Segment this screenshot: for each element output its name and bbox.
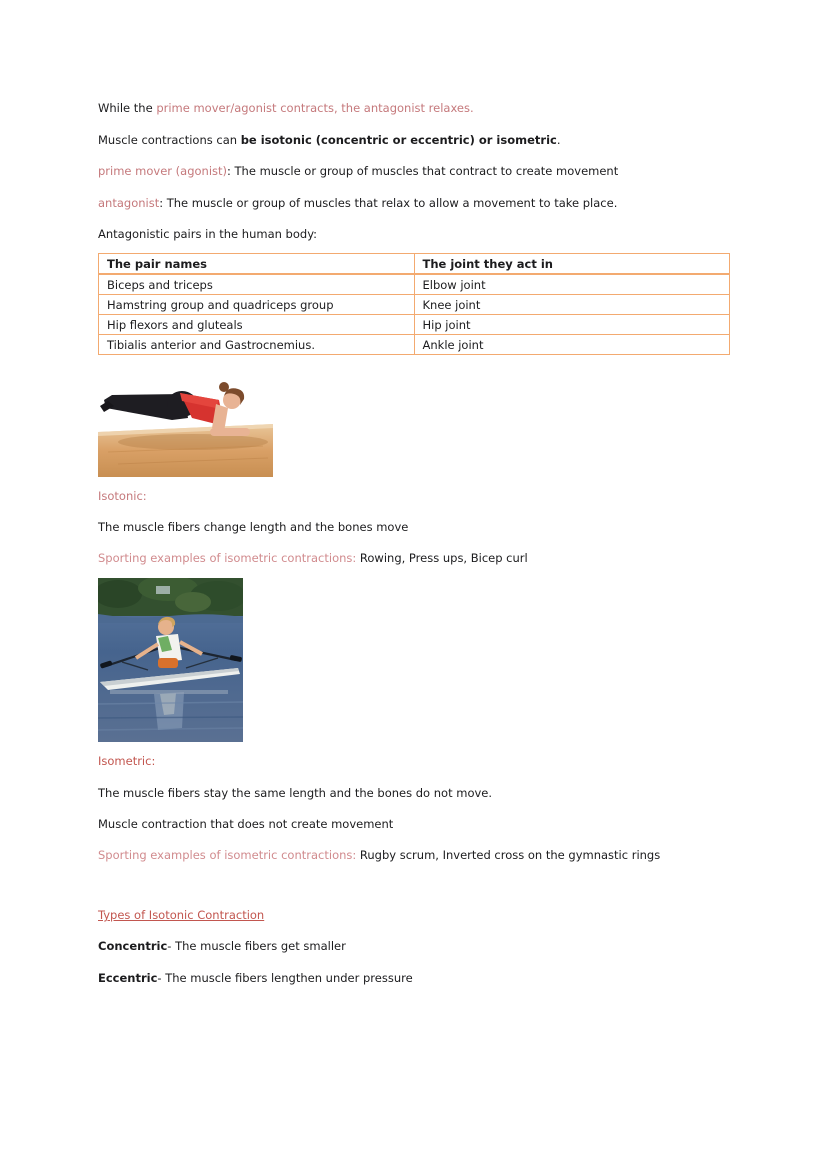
table-row	[99, 274, 730, 295]
types-of-isotonic-heading: Types of Isotonic Contraction	[98, 908, 265, 922]
concentric-definition	[98, 939, 346, 953]
term-antagonist: antagonist	[98, 196, 160, 210]
isometric-heading: Isometric:	[98, 754, 156, 768]
isotonic-examples	[98, 551, 528, 565]
term-eccentric: Eccentric	[98, 971, 158, 985]
term-prime-mover: prime mover (agonist)	[98, 164, 227, 178]
text-pink: prime mover/agonist contracts, the antagonist relaxes.	[156, 101, 474, 115]
plank-exercise-photo	[98, 368, 273, 477]
col-header-joint: The joint they act in	[414, 254, 730, 275]
isometric-description-2: Muscle contraction that does not create movement	[98, 817, 394, 831]
term-concentric: Concentric	[98, 939, 168, 953]
cell-joint: Knee joint	[414, 295, 730, 315]
definition-text: - The muscle fibers lengthen under pressure	[157, 971, 413, 985]
cell-pair: Biceps and triceps	[99, 274, 415, 295]
cell-joint: Hip joint	[414, 315, 730, 335]
col-header-pair-names: The pair names	[99, 254, 415, 275]
table-row	[99, 335, 730, 355]
cell-pair: Hip flexors and gluteals	[99, 315, 415, 335]
isometric-examples	[98, 848, 660, 862]
cell-joint: Elbow joint	[414, 274, 730, 295]
paragraph-prime-mover-intro	[98, 101, 474, 115]
isotonic-heading: Isotonic:	[98, 489, 147, 503]
examples-list: Rowing, Press ups, Bicep curl	[356, 551, 528, 565]
table-row	[99, 315, 730, 335]
table-header-row	[99, 254, 730, 275]
examples-label: Sporting examples of isometric contractions:	[98, 848, 357, 862]
paragraph-antagonistic-pairs-label: Antagonistic pairs in the human body:	[98, 227, 318, 241]
plank-exercise-illustration	[98, 368, 273, 477]
isometric-description-1: The muscle fibers stay the same length and the bones do not move.	[98, 786, 493, 800]
paragraph-prime-mover-definition	[98, 164, 618, 178]
rowing-photo	[98, 578, 243, 742]
text-black: While the	[98, 101, 157, 115]
antagonistic-pairs-table-wrap	[98, 253, 730, 355]
definition-text: : The muscle or group of muscles that relax to allow a movement to take place.	[159, 196, 618, 210]
text-period: .	[556, 133, 561, 147]
cell-joint: Ankle joint	[414, 335, 730, 355]
eccentric-definition	[98, 971, 413, 985]
paragraph-antagonist-definition	[98, 196, 617, 210]
examples-label: Sporting examples of isometric contractions:	[98, 551, 357, 565]
definition-text: : The muscle or group of muscles that contract to create movement	[227, 164, 619, 178]
paragraph-contraction-types	[98, 133, 560, 147]
antagonistic-pairs-table	[98, 253, 730, 355]
cell-pair: Hamstring group and quadriceps group	[99, 295, 415, 315]
isotonic-description: The muscle fibers change length and the bones move	[98, 520, 409, 534]
table-row	[99, 295, 730, 315]
examples-list: Rugby scrum, Inverted cross on the gymnastic rings	[356, 848, 661, 862]
cell-pair: Tibialis anterior and Gastrocnemius.	[99, 335, 415, 355]
definition-text: - The muscle fibers get smaller	[167, 939, 346, 953]
text-bold: be isotonic (concentric or eccentric) or isometric	[240, 133, 557, 147]
text-normal: Muscle contractions can	[98, 133, 241, 147]
rowing-illustration	[98, 578, 243, 742]
